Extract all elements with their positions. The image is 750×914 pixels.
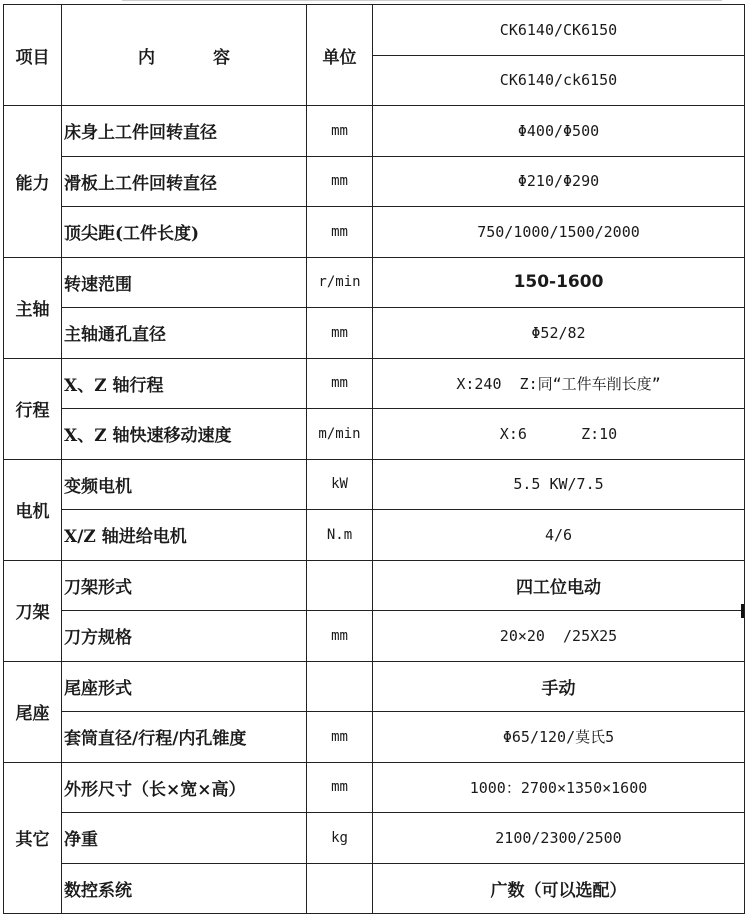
value-cell: Φ65/120/莫氏5 (373, 712, 745, 763)
unit-cell: kg (307, 813, 373, 864)
header-content (62, 5, 307, 106)
value-cell: Φ210/Φ290 (373, 156, 745, 207)
value-cell: X:240 Z:同“工件车削长度” (373, 358, 745, 409)
table-row (4, 560, 745, 611)
item-cell: 顶尖距(工件长度) (62, 207, 307, 258)
unit-cell: mm (307, 611, 373, 662)
top-rule (122, 0, 722, 1)
table-row (4, 106, 745, 157)
item-cell: 数控系统 (62, 863, 307, 914)
value-cell: 150-1600 (373, 257, 745, 308)
unit-cell: m/min (307, 409, 373, 460)
table-row (4, 257, 745, 308)
table-row (4, 661, 745, 712)
item-cell: 床身上工件回转直径 (62, 106, 307, 157)
item-cell: 刀方规格 (62, 611, 307, 662)
table-row (4, 510, 745, 561)
header-model-upper: CK6140/CK6150 (373, 5, 745, 56)
item-cell: X、Z 轴行程 (62, 358, 307, 409)
item-cell: 滑板上工件回转直径 (62, 156, 307, 207)
unit-cell: N.m (307, 510, 373, 561)
unit-cell (307, 560, 373, 611)
category-cell: 刀架 (4, 560, 62, 661)
unit-cell: mm (307, 106, 373, 157)
item-cell: 套筒直径/行程/内孔锥度 (62, 712, 307, 763)
unit-cell: mm (307, 762, 373, 813)
value-cell: X:6 Z:10 (373, 409, 745, 460)
table-row (4, 712, 745, 763)
item-cell: 变频电机 (62, 459, 307, 510)
unit-cell (307, 661, 373, 712)
item-cell: X/Z 轴进给电机 (62, 510, 307, 561)
unit-cell: mm (307, 156, 373, 207)
header-model-lower: CK6140/ck6150 (373, 55, 745, 106)
table-row (4, 813, 745, 864)
table-row (4, 409, 745, 460)
table-row (4, 762, 745, 813)
value-cell: Φ400/Φ500 (373, 106, 745, 157)
category-cell: 其它 (4, 762, 62, 914)
item-cell: X、Z 轴快速移动速度 (62, 409, 307, 460)
item-cell: 刀架形式 (62, 560, 307, 611)
category-cell: 尾座 (4, 661, 62, 762)
category-cell: 行程 (4, 358, 62, 459)
table-row (4, 358, 745, 409)
value-cell: 手动 (373, 661, 745, 712)
value-cell: 2100/2300/2500 (373, 813, 745, 864)
table-row (4, 207, 745, 258)
table-row (4, 156, 745, 207)
unit-cell: mm (307, 308, 373, 359)
value-cell: 5.5 KW/7.5 (373, 459, 745, 510)
item-cell: 净重 (62, 813, 307, 864)
table-row (4, 459, 745, 510)
header-content-left: 内 (138, 47, 155, 68)
edge-mark (741, 604, 744, 618)
item-cell: 主轴通孔直径 (62, 308, 307, 359)
unit-cell (307, 863, 373, 914)
unit-cell: mm (307, 712, 373, 763)
unit-cell: r/min (307, 257, 373, 308)
value-cell: 750/1000/1500/2000 (373, 207, 745, 258)
unit-cell: mm (307, 358, 373, 409)
header-unit: 单位 (307, 5, 373, 106)
spec-table (3, 4, 745, 914)
category-cell: 能力 (4, 106, 62, 258)
value-cell: 广数（可以选配） (373, 863, 745, 914)
table-row (4, 863, 745, 914)
table-row (4, 308, 745, 359)
category-cell: 主轴 (4, 257, 62, 358)
unit-cell: kW (307, 459, 373, 510)
table-row (4, 611, 745, 662)
header-row (4, 5, 745, 56)
value-cell: 1000：2700×1350×1600 (373, 762, 745, 813)
value-cell: Φ52/82 (373, 308, 745, 359)
item-cell: 外形尺寸（长×宽×高） (62, 762, 307, 813)
header-content-right: 容 (213, 47, 230, 68)
value-cell: 四工位电动 (373, 560, 745, 611)
item-cell: 尾座形式 (62, 661, 307, 712)
value-cell: 4/6 (373, 510, 745, 561)
category-cell: 电机 (4, 459, 62, 560)
item-cell: 转速范围 (62, 257, 307, 308)
unit-cell: mm (307, 207, 373, 258)
header-item: 项目 (4, 5, 62, 106)
value-cell: 20×20 /25X25 (373, 611, 745, 662)
